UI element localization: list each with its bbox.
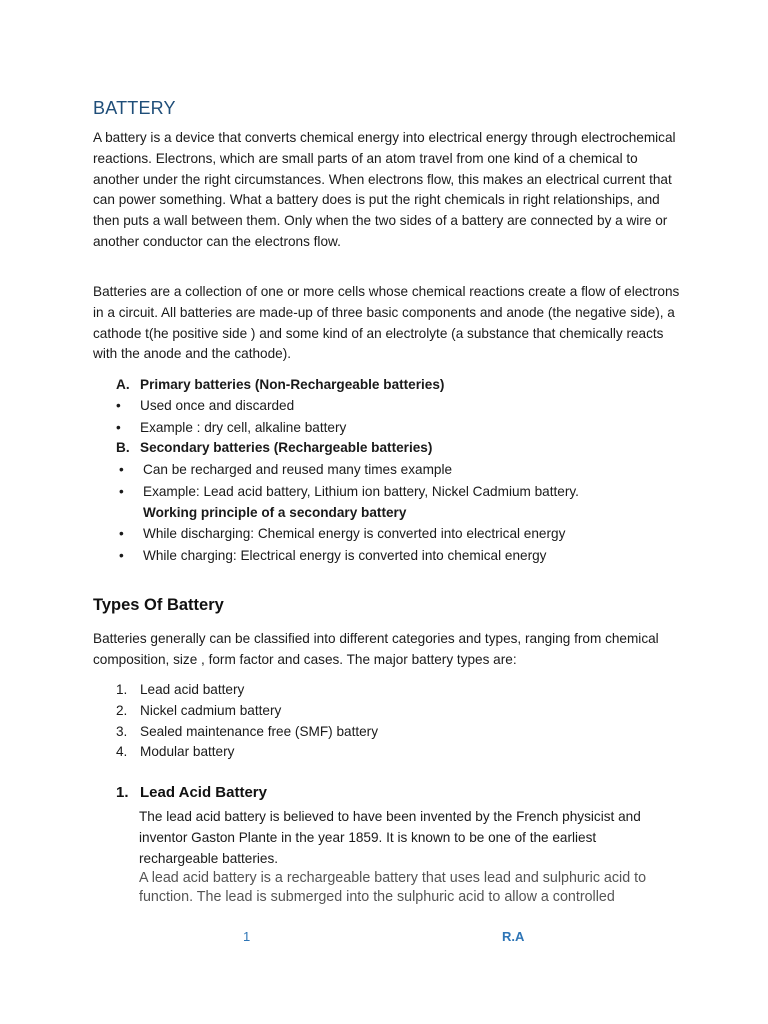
- bullet-marker: •: [119, 548, 124, 563]
- list-marker: 1.: [116, 682, 128, 697]
- list-marker: 2.: [116, 703, 128, 718]
- list-marker: 3.: [116, 724, 128, 739]
- heading-number: 1.: [116, 784, 129, 801]
- list-item-text: Lead acid battery: [140, 682, 245, 697]
- bullet-marker: •: [116, 398, 121, 413]
- types-paragraph: Batteries generally can be classified into different categories and types, ranging from chemical composition, size , form factor and cases. The major battery types are:: [93, 631, 659, 667]
- list-item-text: Example : dry cell, alkaline battery: [140, 420, 347, 435]
- bullet-marker: •: [119, 526, 124, 541]
- list-item-text: Can be recharged and reused many times example: [143, 462, 453, 477]
- components-paragraph: Batteries are a collection of one or more cells whose chemical reactions create a flow of electrons in a circuit. All batteries are made-up of three basic components and anode (the negative side), a cathode t(he positive side ) and some kind of an electrolyte (a substance that chemically reacts with the anode and the cathode).: [93, 284, 680, 362]
- intro-paragraph: A battery is a device that converts chemical energy into electrical energy through electrochemical reactions. Electrons, which are small parts of an atom travel from one kind of a chemical to another under the right circumstances. When electrons flow, this makes an electrical current that can power something. What a battery does is put the right chemicals in right relationships, and then puts a wall between them. Only when the two sides of a battery are connected by a wire or another conductor can the electrons flow.: [93, 130, 676, 249]
- page-title: BATTERY: [93, 98, 176, 118]
- page-number: 1: [243, 929, 251, 944]
- list-item-text: Example: Lead acid battery, Lithium ion battery, Nickel Cadmium battery.: [143, 484, 579, 499]
- list-item-text: While charging: Electrical energy is converted into chemical energy: [143, 548, 547, 563]
- list-marker: A.: [116, 377, 130, 392]
- lead-acid-paragraph-2: A lead acid battery is a rechargeable battery that uses lead and sulphuric acid to function. The lead is submerged into the sulphuric acid to allow a controlled: [139, 870, 647, 906]
- list-marker: 4.: [116, 744, 128, 759]
- list-item-text: Used once and discarded: [140, 398, 295, 413]
- author-initials: R.A: [502, 929, 525, 944]
- list-item-text: Sealed maintenance free (SMF) battery: [140, 724, 379, 739]
- lead-acid-paragraph: The lead acid battery is believed to have been invented by the French physicist and inventor Gaston Plante in the year 1859. It is known to be one of the earliest rechargeable batteries.: [139, 809, 641, 866]
- bullet-marker: •: [119, 484, 124, 499]
- types-heading: Types Of Battery: [93, 596, 224, 614]
- bullet-marker: •: [119, 462, 124, 477]
- working-principle-heading: Working principle of a secondary battery: [143, 505, 407, 520]
- list-item-text: While discharging: Chemical energy is converted into electrical energy: [143, 526, 566, 541]
- primary-batteries-heading: Primary batteries (Non-Rechargeable batteries): [140, 377, 445, 392]
- list-item-text: Modular battery: [140, 744, 235, 759]
- secondary-batteries-heading: Secondary batteries (Rechargeable batteries): [140, 440, 433, 455]
- list-marker: B.: [116, 440, 130, 455]
- list-item-text: Nickel cadmium battery: [140, 703, 282, 718]
- heading-text: Lead Acid Battery: [140, 784, 267, 801]
- bullet-marker: •: [116, 420, 121, 435]
